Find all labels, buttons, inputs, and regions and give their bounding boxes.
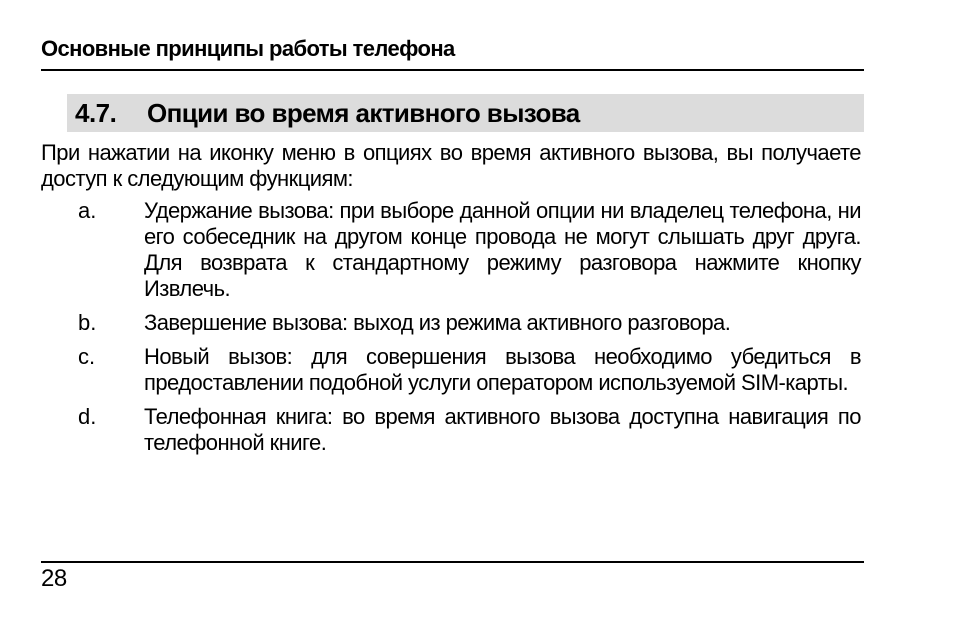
list-item <box>41 344 861 396</box>
running-header: Основные принципы работы телефона <box>41 36 455 61</box>
footer-divider <box>41 561 864 563</box>
list-item-text: Телефонная книга: во время активного вызова доступна навигация по телефонной книге. <box>144 404 861 455</box>
list-item-marker: a. <box>78 198 97 223</box>
list-item-marker: c. <box>78 344 96 369</box>
section-title: Опции во время активного вызова <box>147 98 580 128</box>
list-item-text: Удержание вызова: при выборе данной опции ни владелец телефона, ни его собеседник на другом конце провода не могут слышать друг друга. Для возврата к стандартному режиму разговора нажмите кнопку Извлечь. <box>144 198 861 301</box>
list-item <box>41 310 861 336</box>
page-number: 28 <box>41 565 67 592</box>
list-item <box>41 404 861 456</box>
list-item-text: Завершение вызова: выход из режима активного разговора. <box>144 310 731 335</box>
list-item-marker: d. <box>78 404 97 429</box>
intro-paragraph: При нажатии на иконку меню в опциях во время активного вызова, вы получаете доступ к следующим функциям: <box>41 140 861 191</box>
options-list <box>41 198 861 464</box>
list-item-marker: b. <box>78 310 97 335</box>
list-item-text: Новый вызов: для совершения вызова необходимо убедиться в предоставлении подобной услуги оператором используемой SIM-карты. <box>144 344 861 395</box>
section-number: 4.7. <box>75 98 117 128</box>
section-heading <box>67 94 864 132</box>
header-divider <box>41 69 864 71</box>
list-item <box>41 198 861 302</box>
manual-page <box>41 0 864 637</box>
